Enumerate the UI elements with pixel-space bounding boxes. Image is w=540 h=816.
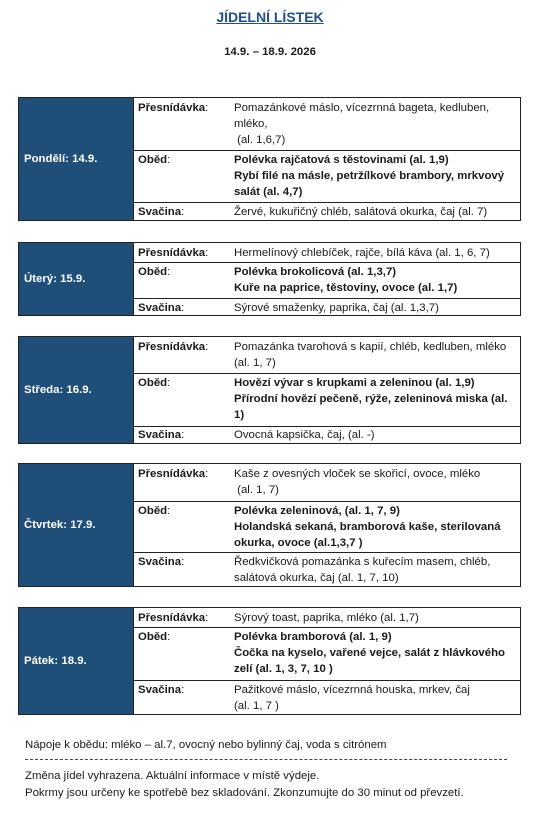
- meal-row-svacina: [134, 427, 520, 443]
- meal-row-svacina: [134, 554, 520, 586]
- meal-name-label: Svačina: [138, 556, 182, 568]
- row-divider: [134, 262, 520, 263]
- meal-text-snack: Pomazánka tvarohová s kapií, chléb, kedluben, mléko (al. 1, 7): [234, 341, 507, 369]
- meal-name-snack: [134, 245, 234, 261]
- meal-name-svacina: [134, 427, 234, 443]
- meal-name-label: Svačina: [138, 429, 182, 441]
- meal-name-svacina: [134, 204, 234, 220]
- meal-text-svacina: Sýrové smaženky, paprika, čaj (al. 1,3,7): [234, 302, 439, 314]
- meals-list: [134, 243, 520, 315]
- meal-text-svacina: Pažitkové máslo, vícezrnná houska, mrkev, čaj (al. 1, 7 ): [234, 684, 470, 712]
- meal-name-svacina: [134, 554, 234, 586]
- day-label: Středa: 16.9.: [19, 337, 134, 443]
- date-range: 14.9. – 18.9. 2026: [224, 46, 316, 58]
- day-block-monday: [18, 97, 521, 221]
- meal-row-svacina: [134, 204, 520, 220]
- meal-text-snack: Hermelínový chlebíček, rajče, bílá káva (al. 1, 6, 7): [234, 247, 490, 259]
- meal-row-lunch: [134, 152, 520, 200]
- day-label: Pondělí: 14.9.: [19, 98, 134, 220]
- meal-name-colon: :: [167, 266, 171, 278]
- change-note: Změna jídel vyhrazena. Aktuální informace v místě výdeje.: [25, 770, 320, 782]
- meal-name-label: Oběd: [138, 505, 168, 517]
- meal-name-colon: :: [205, 102, 209, 114]
- meal-name-colon: :: [181, 206, 185, 218]
- consumption-note: Pokrmy jsou určeny ke spotřebě bez skladování. Zkonzumujte do 30 minut od převzetí.: [25, 787, 464, 799]
- meal-text-snack: Sýrový toast, paprika, mléko (al. 1,7): [234, 612, 419, 624]
- meal-name-label: Svačina: [138, 302, 182, 314]
- meal-name-label: Svačina: [138, 206, 182, 218]
- meal-text-lunch: Polévka bramborová (al. 1, 9) Čočka na kyselo, vařené vejce, salát z hlávkového zelí (al. 1, 3, 7, 10 ): [234, 631, 505, 675]
- meal-text-lunch: Polévka brokolicová (al. 1,3,7) Kuře na paprice, těstoviny, ovoce (al. 1,7): [234, 266, 458, 294]
- meal-name-colon: :: [205, 612, 209, 624]
- day-label: Pátek: 18.9.: [19, 608, 134, 714]
- meal-name-svacina: [134, 300, 234, 316]
- day-label: Čtvrtek: 17.9.: [19, 464, 134, 586]
- meal-row-lunch: [134, 264, 520, 296]
- row-divider: [134, 627, 520, 628]
- day-block-friday: [18, 607, 521, 715]
- meal-row-snack: [134, 100, 520, 148]
- row-divider: [134, 680, 520, 681]
- meal-row-svacina: [134, 682, 520, 714]
- meal-name-colon: :: [205, 247, 209, 259]
- meal-text-snack: Kaše z ovesných vloček se skořicí, ovoce, mléko (al. 1, 7): [234, 468, 481, 496]
- meal-name-label: Přesnídávka: [138, 102, 206, 114]
- meal-text-svacina: Ředkvičková pomazánka s kuřecím masem, chléb, salátová okurka, čaj (al. 1, 7, 10): [234, 556, 491, 584]
- row-divider: [134, 202, 520, 203]
- meal-row-lunch: [134, 503, 520, 551]
- meal-name-lunch: [134, 629, 234, 677]
- meal-name-snack: [134, 466, 234, 498]
- meal-name-label: Oběd: [138, 631, 168, 643]
- meal-row-lunch: [134, 375, 520, 423]
- meal-name-colon: :: [167, 154, 171, 166]
- meal-text-svacina: Žervé, kukuřičný chléb, salátová okurka, čaj (al. 7): [234, 206, 488, 218]
- row-divider: [134, 501, 520, 502]
- meal-row-snack: [134, 245, 520, 261]
- meals-list: [134, 98, 520, 220]
- row-divider: [134, 298, 520, 299]
- meal-row-svacina: [134, 300, 520, 316]
- day-block-tuesday: [18, 242, 521, 316]
- meal-name-colon: :: [181, 684, 185, 696]
- meal-row-snack: [134, 339, 520, 371]
- meals-list: [134, 464, 520, 586]
- meal-name-colon: :: [205, 341, 209, 353]
- meal-name-lunch: [134, 152, 234, 200]
- meal-name-lunch: [134, 264, 234, 296]
- drinks-note: Nápoje k obědu: mléko – al.7, ovocný nebo bylinný čaj, voda s citrónem: [25, 739, 387, 751]
- meal-name-colon: :: [181, 556, 185, 568]
- meal-name-label: Přesnídávka: [138, 247, 206, 259]
- meal-name-lunch: [134, 503, 234, 551]
- meal-text-snack: Pomazánkové máslo, vícezrnná bageta, kedluben, mléko, (al. 1,6,7): [234, 102, 490, 146]
- meal-name-lunch: [134, 375, 234, 423]
- meal-name-colon: :: [181, 429, 185, 441]
- meal-name-label: Oběd: [138, 154, 168, 166]
- meal-name-snack: [134, 610, 234, 626]
- meal-text-lunch: Polévka rajčatová s těstovinami (al. 1,9) Rybí filé na másle, petržílkové brambory, mrkvový salát (al. 4,7): [234, 154, 505, 198]
- meal-row-snack: [134, 610, 520, 626]
- meal-name-label: Přesnídávka: [138, 341, 206, 353]
- day-block-thursday: [18, 463, 521, 587]
- meal-text-lunch: Polévka zeleninová, (al. 1, 7, 9) Holandská sekaná, bramborová kaše, sterilovaná okurka, ovoce (al.1,3,7 ): [234, 505, 501, 549]
- meal-name-svacina: [134, 682, 234, 714]
- page-title: JÍDELNÍ LÍSTEK: [216, 9, 324, 25]
- meal-name-colon: :: [205, 468, 209, 480]
- meal-name-label: Svačina: [138, 684, 182, 696]
- meal-row-snack: [134, 466, 520, 498]
- meal-text-svacina: Ovocná kapsička, čaj, (al. -): [234, 429, 375, 441]
- row-divider: [134, 150, 520, 151]
- meal-name-colon: :: [181, 302, 185, 314]
- meal-name-snack: [134, 100, 234, 148]
- meal-name-label: Oběd: [138, 377, 168, 389]
- meal-name-label: Přesnídávka: [138, 468, 206, 480]
- row-divider: [134, 552, 520, 553]
- meal-name-colon: :: [167, 631, 171, 643]
- meal-name-colon: :: [167, 377, 171, 389]
- meal-name-colon: :: [167, 505, 171, 517]
- meal-text-lunch: Hovězí vývar s krupkami a zeleninou (al. 1,9) Přírodní hovězí pečeně, rýže, zeleninová miska (al. 1): [234, 377, 508, 421]
- meal-name-label: Oběd: [138, 266, 168, 278]
- dashed-separator: [25, 759, 507, 760]
- meals-list: [134, 337, 520, 443]
- meal-row-lunch: [134, 629, 520, 677]
- day-label: Úterý: 15.9.: [19, 243, 134, 315]
- row-divider: [134, 373, 520, 374]
- meals-list: [134, 608, 520, 714]
- meal-name-label: Přesnídávka: [138, 612, 206, 624]
- meal-name-snack: [134, 339, 234, 371]
- day-block-wednesday: [18, 336, 521, 444]
